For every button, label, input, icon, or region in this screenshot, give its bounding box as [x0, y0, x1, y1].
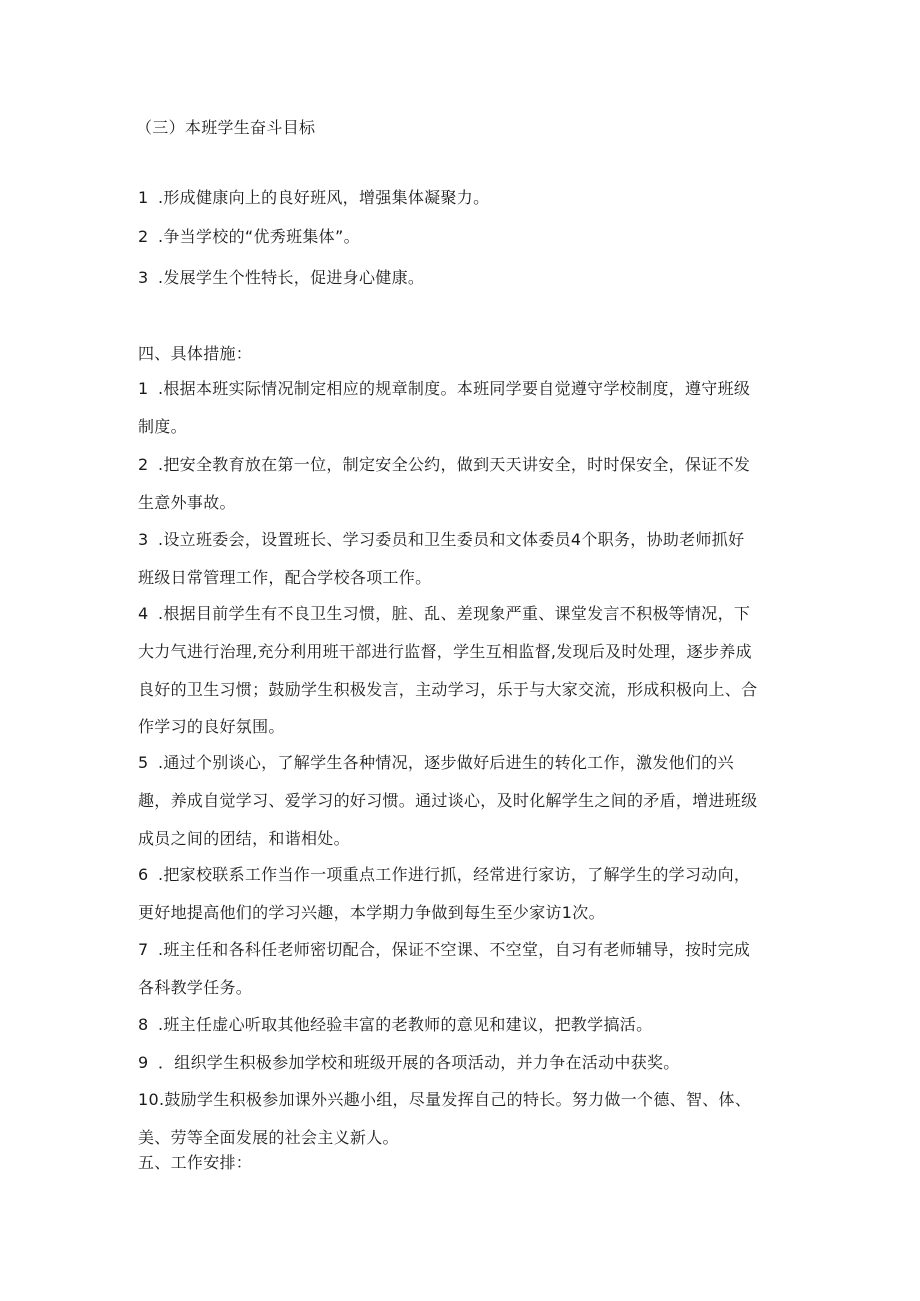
measure-text: .把安全教育放在第一位，制定安全公约，做到天天讲安全，时时保安全，保证不发	[158, 455, 751, 474]
measure-7-line-1	[138, 940, 750, 960]
measure-text: .把家校联系工作当作一项重点工作进行抓，经常进行家访，了解学生的学习动向，	[158, 865, 751, 884]
measure-number: 8	[138, 1015, 149, 1034]
goal-item-2	[138, 227, 360, 247]
measure-number: 9	[138, 1053, 149, 1072]
measure-number: 6	[138, 865, 149, 884]
measure-number: 3	[138, 530, 149, 549]
measure-6-line-2: 更好地提高他们的学习兴趣，本学期力争做到每生至少家访1次。	[138, 903, 605, 922]
measure-4-line-4: 作学习的良好氛围。	[138, 717, 285, 736]
goal-number: 3	[138, 268, 149, 287]
goal-text: .形成健康向上的良好班风，增强集体凝聚力。	[158, 188, 490, 207]
measure-4-line-2: 大力气进行治理,充分利用班干部进行监督，学生互相监督,发现后及时处理，逐步养成	[138, 642, 752, 661]
measure-text: .根据目前学生有不良卫生习惯，脏、乱、差现象严重、课堂发言不积极等情况，下	[158, 604, 751, 623]
measure-2-line-2: 生意外事故。	[138, 493, 236, 512]
measure-text: .通过个别谈心，了解学生各种情况，逐步做好后进生的转化工作，激发他们的兴	[158, 753, 734, 772]
goal-item-3	[138, 268, 424, 288]
measure-7-line-2: 各科教学任务。	[138, 978, 253, 997]
measure-number: 10	[138, 1090, 159, 1109]
goal-text: .争当学校的“优秀班集体”。	[158, 227, 360, 246]
goal-number: 1	[138, 188, 149, 207]
measure-2-line-1	[138, 455, 750, 475]
measure-3-line-2: 班级日常管理工作，配合学校各项工作。	[138, 568, 432, 587]
measure-9-line-1	[138, 1053, 680, 1073]
measure-4-line-1	[138, 604, 750, 624]
section5-heading: 五、工作安排：	[138, 1153, 253, 1172]
section4-heading: 四、具体措施：	[138, 344, 253, 363]
measure-text: .班主任虚心听取其他经验丰富的老教师的意见和建议，把教学搞活。	[158, 1015, 653, 1034]
measure-10-line-1	[138, 1090, 751, 1110]
measure-6-line-1	[138, 865, 750, 885]
measure-text: .班主任和各科任老师密切配合，保证不空课、不空堂，自习有老师辅导，按时完成	[158, 940, 751, 959]
measure-5-line-3: 成员之间的团结，和谐相处。	[138, 829, 350, 848]
measure-8-line-1	[138, 1015, 652, 1035]
measure-number: 7	[138, 940, 149, 959]
measure-1-line-2: 制度。	[138, 417, 187, 436]
section3-heading: （三）本班学生奋斗目标	[136, 118, 316, 137]
measure-number: 4	[138, 604, 149, 623]
measure-number: 5	[138, 753, 149, 772]
measure-text: .鼓励学生积极参加课外兴趣小组，尽量发挥自己的特长。努力做一个德、智、体、	[158, 1090, 752, 1109]
measure-4-line-3: 良好的卫生习惯；鼓励学生积极发言，主动学习，乐于与大家交流，形成积极向上、合	[138, 680, 758, 699]
goal-item-1	[138, 188, 489, 208]
measure-3-line-1	[138, 530, 744, 550]
measure-number: 2	[138, 455, 149, 474]
goal-text: .发展学生个性特长，促进身心健康。	[158, 268, 425, 287]
goal-number: 2	[138, 227, 149, 246]
measure-1-line-1	[138, 379, 750, 399]
measure-text: .根据本班实际情况制定相应的规章制度。本班同学要自觉遵守学校制度，遵守班级	[158, 379, 751, 398]
measure-10-line-2: 美、劳等全面发展的社会主义新人。	[138, 1128, 399, 1147]
measure-5-line-2: 趣，养成自觉学习、爱学习的好习惯。通过谈心，及时化解学生之间的矛盾，增进班级	[138, 791, 758, 810]
measure-number: 1	[138, 379, 149, 398]
measure-5-line-1	[138, 753, 734, 773]
measure-text: ．组织学生积极参加学校和班级开展的各项活动，并力争在活动中获奖。	[158, 1053, 680, 1072]
measure-text: .设立班委会，设置班长、学习委员和卫生委员和文体委员4个职务，协助老师抓好	[158, 530, 745, 549]
